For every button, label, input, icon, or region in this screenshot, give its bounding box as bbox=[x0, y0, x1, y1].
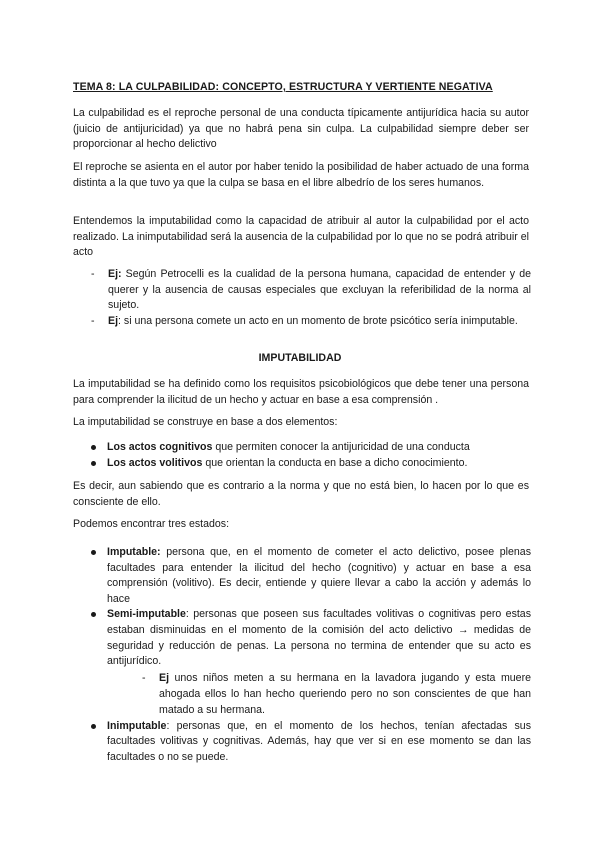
bullet-icon bbox=[91, 550, 96, 555]
list-item bbox=[91, 545, 531, 607]
state-text: : personas que, en el momento de los hechos, tenían afectadas sus facultades volitivas y cognitivas. Además, hay que ver si en ese momento se dan las facultades o no se puede. bbox=[107, 719, 531, 763]
state-label: Semi-imputable bbox=[107, 608, 186, 621]
page-title: TEMA 8: LA CULPABILIDAD: CONCEPTO, ESTRUCTURA Y VERTIENTE NEGATIVA bbox=[73, 81, 493, 93]
section-heading-imputabilidad: IMPUTABILIDAD bbox=[258, 352, 342, 364]
paragraph-definition: La culpabilidad es el reproche personal de una conducta típicamente antijurídica hacia su autor (juicio de antijuricidad) ya que no habrá pena sin culpa. La culpabilidad siempre deber ser proporcionar al hecho delictivo bbox=[73, 107, 529, 151]
bullet-icon bbox=[91, 461, 96, 466]
example-text: : si una persona comete un acto en un momento de brote psicótico sería inimputable. bbox=[118, 314, 518, 327]
list-item bbox=[91, 456, 531, 472]
dash-marker: - bbox=[91, 268, 95, 280]
element-text: que orientan la conducta en base a dicho conocimiento. bbox=[202, 456, 468, 469]
paragraph-three-states: Podemos encontrar tres estados: bbox=[73, 518, 230, 530]
element-label: Los actos cognitivos bbox=[107, 441, 213, 453]
state-text: persona que, en el momento de cometer el acto delictivo, posee plenas facultades para entender la ilicitud del hecho (cognitivo) y actuar en base a esa comprensión (volitivo). Es decir, entiende y quiere llevar a cabo la acción y además lo hace bbox=[107, 546, 531, 605]
states-list bbox=[91, 545, 531, 765]
state-label: Inimputable bbox=[107, 719, 167, 732]
bullet-icon bbox=[91, 724, 96, 729]
bullet-icon bbox=[91, 445, 96, 450]
dash-marker: - bbox=[91, 314, 95, 327]
list-item bbox=[91, 719, 531, 766]
bullet-icon bbox=[91, 612, 96, 617]
example-label: Ej bbox=[159, 671, 170, 684]
paragraph-imputabilidad-concept: Entendemos la imputabilidad como la capacidad de atribuir al autor la culpabilidad por el acto realizado. La inimputabilidad será la ausencia de la culpabilidad por lo que no se podrá atribuir el acto bbox=[73, 215, 529, 259]
dash-marker: - bbox=[142, 671, 146, 684]
list-item bbox=[91, 267, 531, 314]
element-label: Los actos volitivos bbox=[107, 456, 203, 469]
example-label: Ej: bbox=[108, 268, 122, 280]
list-item bbox=[91, 440, 531, 456]
state-label: Imputable: bbox=[107, 546, 161, 558]
paragraph-reproche: El reproche se asienta en el autor por haber tenido la posibilidad de haber actuado de una forma distinta a la que tuvo ya que la culpa se basa en el libre albedrío de los seres humanos. bbox=[73, 161, 529, 189]
list-item bbox=[91, 607, 531, 718]
state-text: : personas que poseen sus facultades volitivas o cognitivas pero estas estaban disminuidas en el momento de la comisión del acto delictivo → medidas de seguridad y reducción de penas. La persona no termina de entender que su acto es antijurídico. bbox=[107, 608, 531, 668]
paragraph-imputabilidad-definition: La imputabilidad se ha definido como los requisitos psicobiológicos que debe tener una persona para comprender la ilicitud de un hecho y actuar en base a esa comprensión . bbox=[73, 378, 529, 406]
list-item bbox=[91, 314, 531, 330]
examples-list bbox=[91, 267, 531, 329]
paragraph-es-decir: Es decir, aun sabiendo que es contrario a la norma y que no está bien, lo hacen por lo que es consciente de ello. bbox=[73, 480, 529, 508]
example-text: Según Petrocelli es la cualidad de la persona humana, capacidad de entender y de querer y la ausencia de causas especiales que excluyan la referibilidad de la norma al sujeto. bbox=[108, 268, 531, 312]
element-text: que permiten conocer la antijuricidad de una conducta bbox=[212, 441, 470, 453]
example-label: Ej bbox=[108, 314, 119, 327]
paragraph-elements-intro: La imputabilidad se construye en base a dos elementos: bbox=[73, 416, 338, 428]
semi-example bbox=[142, 670, 531, 719]
example-text: unos niños meten a su hermana en la lavadora jugando y esta muere ahogada ellos lo han hecho queriendo pero no son conscientes de que han matado a su hermana. bbox=[159, 671, 531, 717]
elements-list bbox=[91, 440, 531, 471]
